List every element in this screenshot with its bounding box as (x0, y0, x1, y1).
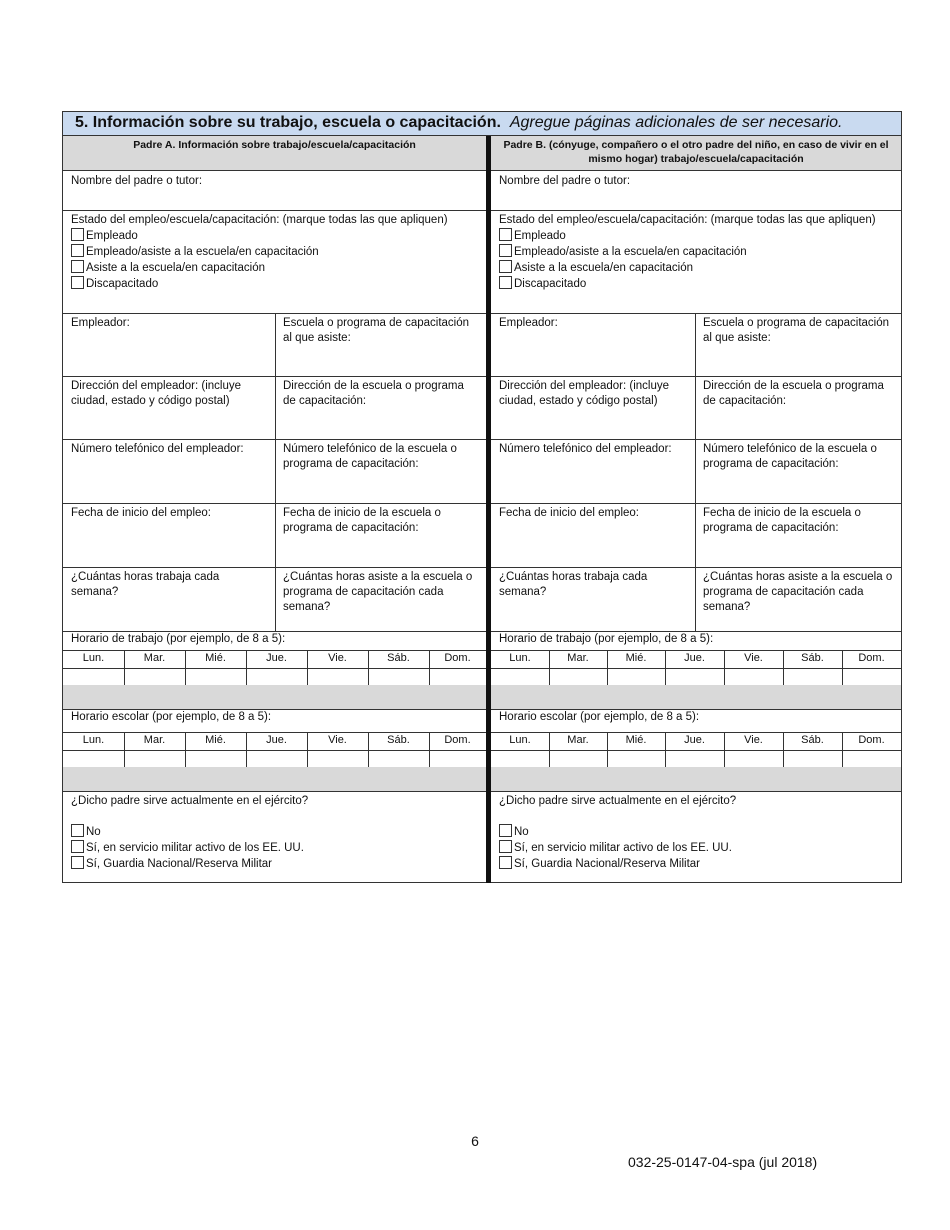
spacer (499, 809, 893, 824)
parent-a-status-group (63, 210, 486, 313)
schedule-cell[interactable] (549, 750, 607, 767)
rule-line (275, 567, 276, 631)
parent-b-heading: Padre B. (cónyuge, compañero o el otro padre del niño, en caso de vivir en el mismo hogar) trabajo/escuela/capacitación (491, 136, 901, 171)
checkbox[interactable] (499, 244, 512, 257)
parent-a-school-address-field: Dirección de la escuela o programa de capacitación: (283, 380, 464, 407)
rule-line (695, 376, 696, 439)
day-header: Dom. (858, 652, 885, 664)
rule-line (695, 313, 696, 376)
checkbox[interactable] (499, 228, 512, 241)
parent-b-school-hours-field: ¿Cuántas horas asiste a la escuela o programa de capacitación cada semana? (703, 571, 893, 613)
military-option[interactable] (71, 824, 478, 840)
rule-line (275, 439, 276, 503)
parent-a-employer-phone-field: Número telefónico del empleador: (71, 443, 244, 455)
day-header: Lun. (509, 734, 531, 746)
parent-a-heading: Padre A. Información sobre trabajo/escuela/capacitación (63, 136, 486, 171)
parent-a-work-schedule-label: Horario de trabajo (por ejemplo, de 8 a 5): (71, 633, 286, 645)
parent-a-school-hours-field: ¿Cuántas horas asiste a la escuela o programa de capacitación cada semana? (283, 571, 473, 613)
parent-a-school-phone-field: Número telefónico de la escuela o programa de capacitación: (283, 443, 457, 470)
parent-b-school-phone-field: Número telefónico de la escuela o programa de capacitación: (703, 443, 877, 470)
rule-line (63, 650, 486, 651)
day-header: Vie. (328, 652, 347, 664)
parent-a-name-field: Nombre del padre o tutor: (71, 175, 203, 187)
parent-b-employer-field: Empleador: (499, 317, 558, 329)
checkbox-label: Empleado (86, 230, 138, 242)
schedule-cell[interactable] (246, 668, 307, 685)
checkbox-label: Empleado/asiste a la escuela/en capacitación (86, 246, 319, 258)
military-option[interactable] (71, 856, 478, 872)
checkbox[interactable] (71, 260, 84, 273)
rule-line (491, 650, 901, 651)
checkbox-label: Sí, Guardia Nacional/Reserva Militar (514, 858, 700, 870)
checkbox-label: Asiste a la escuela/en capacitación (514, 262, 693, 274)
checkbox-label: No (514, 826, 529, 838)
rule-line (491, 732, 901, 733)
checkbox[interactable] (71, 228, 84, 241)
day-header: Jue. (266, 652, 287, 664)
parent-b-employer-address-field: Dirección del empleador: (incluye ciudad, estado y código postal) (499, 380, 670, 407)
checkbox-label: Empleado (514, 230, 566, 242)
parent-a-employment-start-field: Fecha de inicio del empleo: (71, 507, 211, 519)
parent-b-school-schedule-label: Horario escolar (por ejemplo, de 8 a 5): (499, 711, 700, 723)
parent-a-military-group (63, 791, 486, 883)
rule-line (63, 750, 486, 751)
rule-line (63, 732, 486, 733)
day-header: Vie. (744, 734, 763, 746)
page-number: 6 (471, 1133, 479, 1149)
day-header: Sáb. (387, 652, 410, 664)
checkbox-label: Sí, en servicio militar activo de los EE. UU. (86, 842, 304, 854)
status-option[interactable] (499, 228, 893, 244)
military-option[interactable] (499, 856, 893, 872)
schedule-cell[interactable] (724, 750, 783, 767)
military-option[interactable] (499, 840, 893, 856)
day-header: Mié. (625, 734, 647, 746)
parent-b-school-address-field: Dirección de la escuela o programa de capacitación: (703, 380, 884, 407)
schedule-cell[interactable] (491, 668, 549, 685)
day-header: Mar. (143, 652, 166, 664)
schedule-cell[interactable] (607, 750, 665, 767)
parent-a-employer-field: Empleador: (71, 317, 130, 329)
day-header: Vie. (328, 734, 347, 746)
schedule-cell[interactable] (185, 668, 246, 685)
section-5-form (62, 111, 902, 883)
checkbox-label: Discapacitado (514, 278, 587, 290)
day-header: Lun. (509, 652, 531, 664)
parent-b-employer-phone-field: Número telefónico del empleador: (499, 443, 672, 455)
rule-line (491, 750, 901, 751)
rule-line (695, 439, 696, 503)
schedule-cell[interactable] (607, 668, 665, 685)
checkbox-label: Sí, en servicio militar activo de los EE. UU. (514, 842, 732, 854)
day-header: Jue. (684, 734, 705, 746)
parent-b-military-group (491, 791, 901, 883)
status-option[interactable] (499, 260, 893, 276)
day-header: Mar. (567, 734, 589, 746)
parent-b-work-hours-field: ¿Cuántas horas trabaja cada semana? (499, 571, 648, 598)
schedule-cell[interactable] (491, 750, 549, 767)
parent-b-school-start-field: Fecha de inicio de la escuela o programa de capacitación: (703, 507, 861, 534)
rule-line (275, 376, 276, 439)
checkbox[interactable] (71, 244, 84, 257)
rule-line (275, 313, 276, 376)
schedule-cell[interactable] (185, 750, 246, 767)
spacer (71, 809, 478, 824)
status-label: Estado del empleo/escuela/capacitación: (marque todas las que apliquen) (71, 214, 448, 226)
parent-a-work-hours-field: ¿Cuántas horas trabaja cada semana? (71, 571, 220, 598)
shaded-spacer (491, 685, 901, 709)
parent-b-employment-start-field: Fecha de inicio del empleo: (499, 507, 639, 519)
day-header: Dom. (444, 652, 471, 664)
checkbox[interactable] (499, 824, 512, 837)
checkbox-label: No (86, 826, 101, 838)
status-option[interactable] (71, 228, 478, 244)
parent-a-school-program-field: Escuela o programa de capacitación al que asiste: (283, 317, 470, 344)
day-header: Dom. (858, 734, 885, 746)
day-header: Lun. (82, 734, 105, 746)
schedule-cell[interactable] (842, 750, 901, 767)
schedule-cell[interactable] (307, 668, 368, 685)
day-header: Mié. (205, 652, 226, 664)
day-header: Jue. (684, 652, 705, 664)
status-option[interactable] (71, 260, 478, 276)
checkbox[interactable] (71, 276, 84, 289)
schedule-cell[interactable] (124, 750, 185, 767)
schedule-cell[interactable] (724, 668, 783, 685)
schedule-cell[interactable] (429, 750, 486, 767)
day-header: Mié. (625, 652, 647, 664)
military-option[interactable] (499, 824, 893, 840)
schedule-cell[interactable] (307, 750, 368, 767)
military-question: ¿Dicho padre sirve actualmente en el ejército? (499, 795, 737, 807)
status-label: Estado del empleo/escuela/capacitación: (marque todas las que apliquen) (499, 214, 876, 226)
parent-b-school-program-field: Escuela o programa de capacitación al que asiste: (703, 317, 890, 344)
schedule-cell[interactable] (665, 668, 724, 685)
schedule-cell[interactable] (665, 750, 724, 767)
section-title: 5. Información sobre su trabajo, escuela o capacitación. (75, 114, 501, 131)
day-header: Sáb. (387, 734, 410, 746)
checkbox-label: Asiste a la escuela/en capacitación (86, 262, 265, 274)
schedule-cell[interactable] (549, 668, 607, 685)
schedule-cell[interactable] (783, 668, 842, 685)
shaded-spacer (63, 685, 486, 709)
parent-b-name-field: Nombre del padre o tutor: (499, 175, 631, 187)
section-note: Agregue páginas adicionales de ser necesario. (509, 114, 843, 131)
military-option[interactable] (71, 840, 478, 856)
military-question: ¿Dicho padre sirve actualmente en el ejército? (71, 795, 309, 807)
schedule-cell[interactable] (63, 668, 124, 685)
day-header: Vie. (744, 652, 763, 664)
form-code: 032-25-0147-04-spa (jul 2018) (628, 1154, 818, 1170)
rule-line (695, 503, 696, 567)
checkbox-label: Sí, Guardia Nacional/Reserva Militar (86, 858, 272, 870)
shaded-spacer (63, 767, 486, 791)
section-header (63, 112, 901, 136)
schedule-cell[interactable] (368, 668, 429, 685)
schedule-cell[interactable] (124, 668, 185, 685)
checkbox[interactable] (71, 856, 84, 869)
day-header: Sáb. (801, 734, 824, 746)
parent-b-work-schedule-label: Horario de trabajo (por ejemplo, de 8 a 5): (499, 633, 714, 645)
status-option[interactable] (71, 276, 478, 292)
shaded-spacer (491, 767, 901, 791)
status-option[interactable] (499, 244, 893, 260)
schedule-cell[interactable] (246, 750, 307, 767)
schedule-cell[interactable] (63, 750, 124, 767)
day-header: Mar. (567, 652, 589, 664)
checkbox[interactable] (499, 260, 512, 273)
checkbox[interactable] (71, 840, 84, 853)
rule-line (275, 503, 276, 567)
rule-line (491, 668, 901, 669)
schedule-cell[interactable] (783, 750, 842, 767)
checkbox[interactable] (71, 824, 84, 837)
day-header: Jue. (266, 734, 287, 746)
parent-a-school-start-field: Fecha de inicio de la escuela o programa de capacitación: (283, 507, 441, 534)
status-option[interactable] (499, 276, 893, 292)
day-header: Lun. (82, 652, 105, 664)
checkbox-label: Discapacitado (86, 278, 159, 290)
schedule-cell[interactable] (842, 668, 901, 685)
parent-b-status-group (491, 210, 901, 313)
schedule-cell[interactable] (429, 668, 486, 685)
rule-line (63, 668, 486, 669)
checkbox-label: Empleado/asiste a la escuela/en capacitación (514, 246, 747, 258)
day-header: Dom. (444, 734, 471, 746)
schedule-cell[interactable] (368, 750, 429, 767)
checkbox[interactable] (499, 276, 512, 289)
rule-line (695, 567, 696, 631)
status-option[interactable] (71, 244, 478, 260)
checkbox[interactable] (499, 840, 512, 853)
day-header: Mar. (143, 734, 166, 746)
checkbox[interactable] (499, 856, 512, 869)
parent-a-employer-address-field: Dirección del empleador: (incluye ciudad, estado y código postal) (71, 380, 242, 407)
day-header: Sáb. (801, 652, 824, 664)
parent-a-school-schedule-label: Horario escolar (por ejemplo, de 8 a 5): (71, 711, 272, 723)
day-header: Mié. (205, 734, 226, 746)
